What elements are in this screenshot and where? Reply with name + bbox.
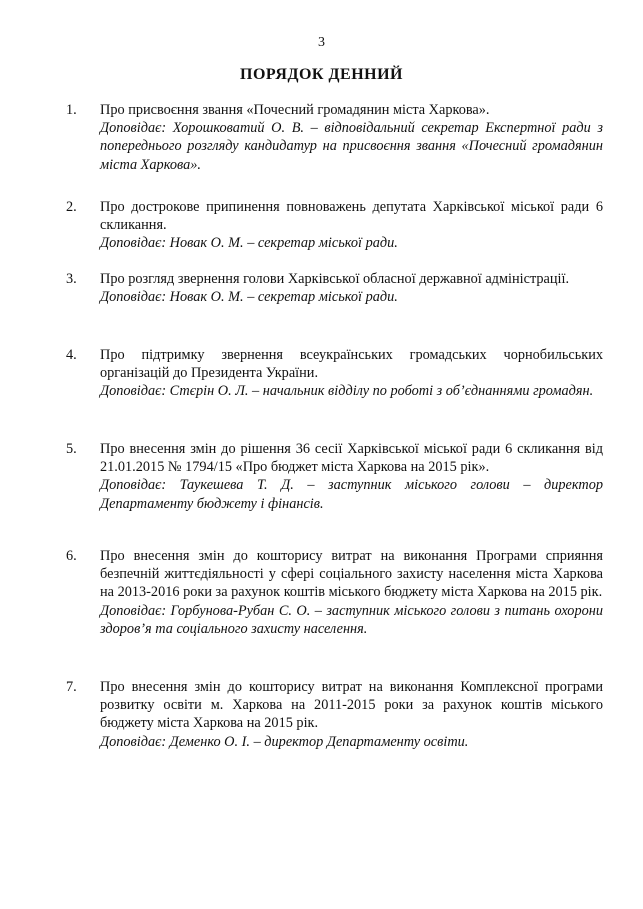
agenda-item-text: Про присвоєння звання «Почесний громадянин міста Харкова». <box>100 102 490 118</box>
agenda-item-text: Про внесення змін до кошторису витрат на виконання Комплексної програми розвитку освіти м. Харкова на 2011-2015 роки за рахунок коштів міського бюджету міста Харкова на 2015 рік. <box>100 679 603 732</box>
agenda-item-number: 6. <box>66 548 77 564</box>
agenda-item-speaker: Доповідає: Деменко О. І. – директор Департаменту освіти. <box>100 733 469 750</box>
agenda-item-number: 2. <box>66 199 77 215</box>
agenda-item-number: 4. <box>66 347 77 363</box>
agenda-item-text: Про дострокове припинення повноважень депутата Харківської міської ради 6 скликання. <box>100 199 603 234</box>
agenda-item-number: 3. <box>66 271 77 287</box>
agenda-item-body <box>100 101 603 174</box>
agenda-item-number: 5. <box>66 441 77 457</box>
agenda-item-body <box>100 346 603 401</box>
agenda-item-text: Про підтримку звернення всеукраїнських громадських чорнобильських організацій до Президента України. <box>100 347 603 382</box>
agenda-item-body <box>100 198 603 253</box>
agenda-item-speaker: Доповідає: Новак О. М. – секретар міської ради. <box>100 235 398 252</box>
agenda-item-speaker: Доповідає: Таукешева Т. Д. – заступник міського голови – директор Департаменту бюджету і фінансів. <box>100 477 603 512</box>
agenda-item-number: 7. <box>66 679 77 695</box>
agenda-item-body <box>100 678 603 751</box>
agenda-item-body <box>100 440 603 513</box>
agenda-item-speaker: Доповідає: Хорошковатий О. В. – відповідальний секретар Експертної ради з попереднього розгляду кандидатур на присвоєння звання «Почесний громадянин міста Харкова». <box>100 120 603 173</box>
agenda-item-body <box>100 547 603 638</box>
agenda-item-speaker: Доповідає: Новак О. М. – секретар міської ради. <box>100 289 398 306</box>
agenda-item-body <box>100 270 603 306</box>
agenda-item-text: Про внесення змін до рішення 36 сесії Харківської міської ради 6 скликання від 21.01.2015 № 1794/15 «Про бюджет міста Харкова на 2015 рік». <box>100 441 603 476</box>
agenda-item-text: Про внесення змін до кошторису витрат на виконання Програми сприяння безпечній життєдіяльності у сфері соціального захисту населення міста Харкова на 2013-2016 роки за рахунок коштів міського бюджету міста Харкова на 2015 рік. <box>100 548 603 601</box>
agenda-item-speaker: Доповідає: Стєрін О. Л. – начальник відділу по роботі з об’єднаннями громадян. <box>100 383 594 400</box>
agenda-item-number: 1. <box>66 102 77 118</box>
page-number: 3 <box>318 35 325 50</box>
agenda-item-text: Про розгляд звернення голови Харківської обласної державної адміністрації. <box>100 271 570 287</box>
page-title: ПОРЯДОК ДЕННИЙ <box>240 66 403 83</box>
agenda-item-speaker: Доповідає: Горбунова-Рубан С. О. – заступник міського голови з питань охорони здоров’я та соціального захисту населення. <box>100 602 603 637</box>
